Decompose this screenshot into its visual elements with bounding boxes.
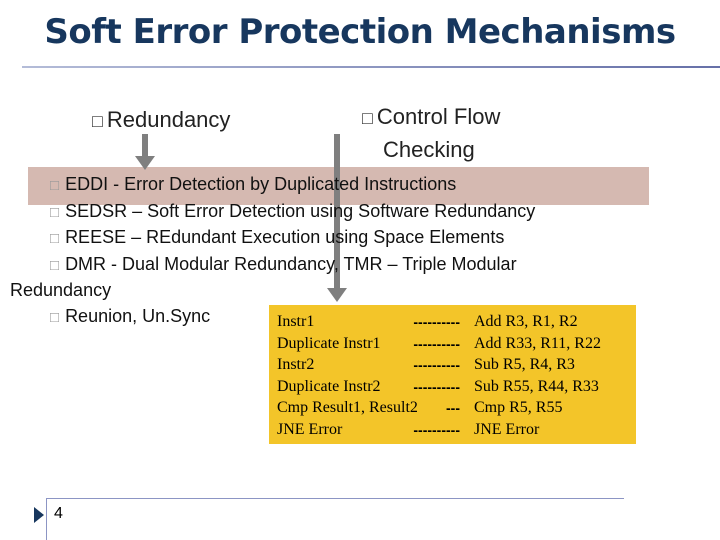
list-item: □ EDDI - Error Detection by Duplicated Instructions: [50, 174, 457, 194]
list-item: □ SEDSR – Soft Error Detection using Software Redundancy: [50, 200, 536, 221]
slide-title: Soft Error Protection Mechanisms: [44, 12, 676, 52]
checkbox-icon: □: [92, 111, 103, 131]
checkbox-icon: □: [50, 230, 60, 247]
list-item: □ Reunion, Un.Sync: [50, 305, 211, 326]
page-marker-icon: [34, 507, 44, 523]
page-number: 4: [54, 505, 63, 522]
category-control-flow: [362, 101, 500, 165]
checkbox-icon: □: [50, 203, 60, 221]
category-control-flow-label: Control Flow: [376, 104, 501, 129]
checkbox-icon: □: [362, 108, 373, 128]
checkbox-icon: □: [50, 256, 60, 274]
list-item: □ DMR - Dual Modular Redundancy, TMR – Triple Modular: [50, 253, 517, 274]
footer-vertical-rule: [46, 498, 47, 540]
category-redundancy: [92, 104, 230, 137]
list-item-continuation: Redundancy: [10, 280, 112, 300]
footer-rule: [46, 498, 624, 499]
code-example-box: Instr1 ---------- Add R3, R1, R2 Duplicate Instr1 ---------- Add R33, R11, R22 Instr2 ---------- Sub R5, R4, R3 Duplicate Instr2 ---------- Sub R55, R44, R33 Cmp Result1, Result2 --- Cmp R5, R55 JNE Error ---------- JNE Error: [269, 305, 636, 444]
arrow-down-icon: [135, 156, 155, 170]
category-control-flow-label-line2: Checking: [383, 137, 475, 162]
checkbox-icon: □: [50, 308, 60, 326]
list-item: □ REESE – REdundant Execution using Space Elements: [50, 227, 505, 247]
arrow-redundancy-shaft: [142, 134, 148, 158]
checkbox-icon: □: [50, 177, 60, 194]
category-redundancy-label: Redundancy: [106, 107, 231, 132]
title-underline: [22, 66, 720, 68]
